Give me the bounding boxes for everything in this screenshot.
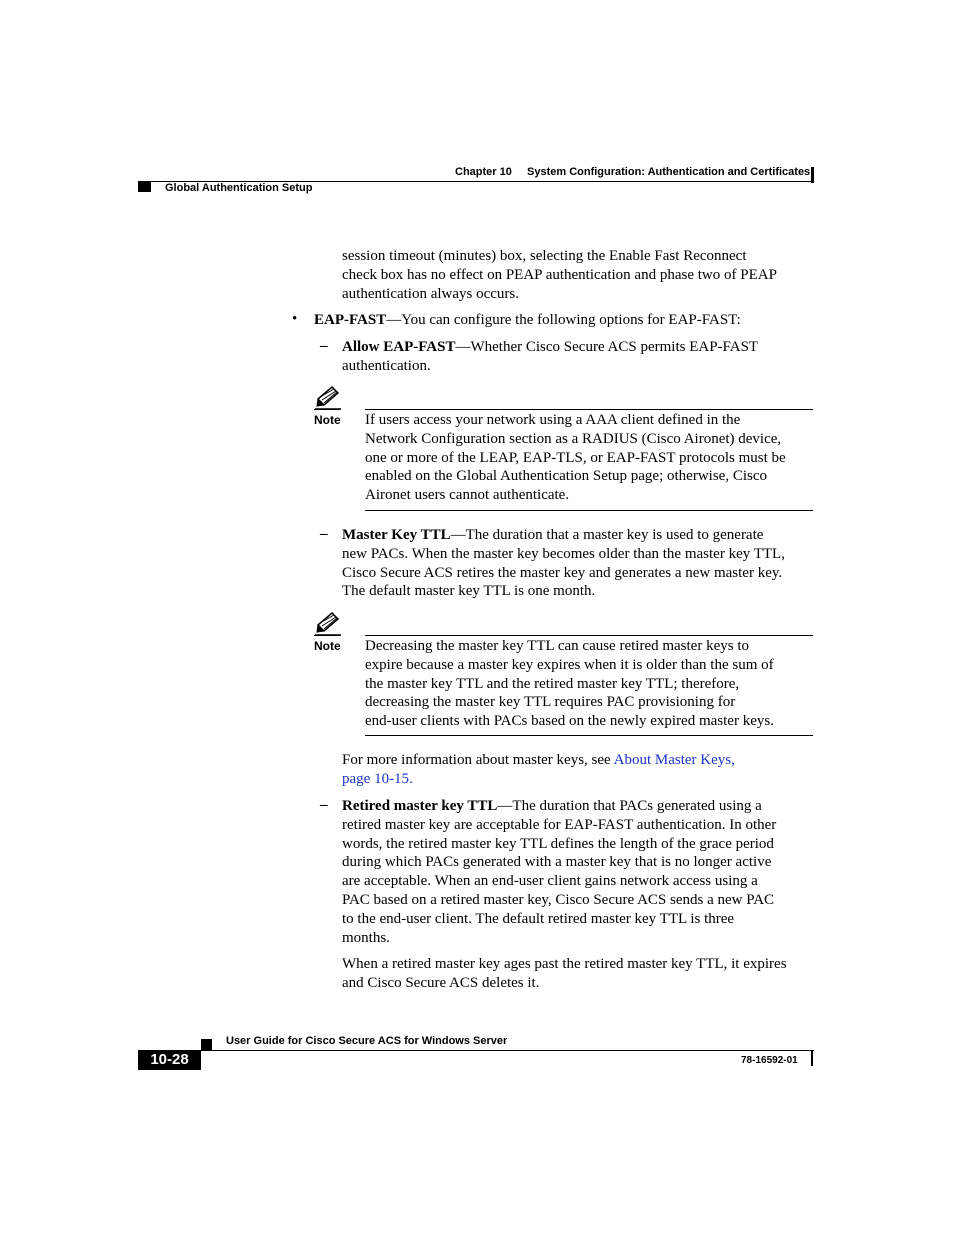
note-label: Note bbox=[314, 639, 341, 653]
retired-key-ttl-line: during which PACs generated with a master key that is no longer active bbox=[342, 854, 772, 871]
note-label: Note bbox=[314, 413, 341, 427]
eapfast-text: —You can configure the following options for EAP-FAST: bbox=[386, 312, 741, 328]
closing-line: When a retired master key ages past the retired master key TTL, it expires bbox=[342, 956, 787, 972]
about-master-keys-link[interactable]: About Master Keys, bbox=[613, 752, 735, 768]
note-line: expire because a master key expires when it is older than the sum of bbox=[365, 656, 774, 673]
note-body bbox=[365, 637, 774, 731]
master-key-ttl-text: —The duration that a master key is used to generate bbox=[450, 527, 764, 543]
bullet-marker: • bbox=[292, 311, 298, 327]
note-line: the master key TTL and the retired master key TTL; therefore, bbox=[365, 675, 740, 692]
dash-marker: – bbox=[320, 526, 328, 542]
note-rule-top bbox=[365, 635, 813, 636]
note-line: one or more of the LEAP, EAP-TLS, or EAP-FAST protocols must be bbox=[365, 449, 786, 466]
note-line: end-user clients with PACs based on the newly expired master keys. bbox=[365, 713, 774, 730]
about-master-keys-page-link[interactable]: page 10-15 bbox=[342, 770, 410, 787]
note-line: Aironet users cannot authenticate. bbox=[365, 487, 570, 504]
allow-eapfast-term: Allow EAP-FAST bbox=[342, 339, 456, 355]
allow-eapfast-line: authentication. bbox=[342, 357, 431, 374]
retired-key-ttl-text: —The duration that PACs generated using a bbox=[497, 798, 762, 814]
pencil-note-icon bbox=[314, 611, 342, 637]
note-line: Decreasing the master key TTL can cause retired master keys to bbox=[365, 638, 750, 654]
dash-marker: – bbox=[320, 338, 328, 354]
retired-key-ttl-line: retired master key are acceptable for EAP-FAST authentication. In other bbox=[342, 816, 777, 833]
note-rule-top bbox=[365, 409, 813, 410]
intro-line: session timeout (minutes) box, selecting the Enable Fast Reconnect bbox=[342, 248, 747, 264]
doc-number: 78-16592-01 bbox=[741, 1055, 798, 1066]
header-chapter: Chapter 10 bbox=[455, 166, 512, 178]
note-rule-bottom bbox=[365, 735, 813, 736]
note-rule-short bbox=[314, 635, 340, 636]
allow-eapfast-item bbox=[342, 338, 758, 376]
master-key-ttl-term: Master Key TTL bbox=[342, 527, 451, 543]
note-rule-short bbox=[314, 409, 340, 410]
intro-paragraph bbox=[342, 247, 777, 303]
note-body bbox=[365, 411, 786, 505]
allow-eapfast-text: —Whether Cisco Secure ACS permits EAP-FAST bbox=[455, 339, 759, 355]
page-number: 10-28 bbox=[150, 1051, 189, 1068]
retired-key-ttl-item bbox=[342, 797, 776, 947]
eapfast-term: EAP-FAST bbox=[314, 312, 387, 328]
eapfast-bullet bbox=[314, 311, 741, 330]
note-line: If users access your network using a AAA client defined in the bbox=[365, 412, 741, 428]
master-key-ttl-item bbox=[342, 526, 785, 601]
retired-key-ttl-line: PAC based on a retired master key, Cisco Secure ACS sends a new PAC bbox=[342, 891, 775, 908]
footer-guide-title: User Guide for Cisco Secure ACS for Windows Server bbox=[226, 1035, 508, 1047]
closing-line: and Cisco Secure ACS deletes it. bbox=[342, 974, 540, 991]
dash-marker: – bbox=[320, 797, 328, 813]
retired-key-ttl-term: Retired master key TTL bbox=[342, 798, 498, 814]
pencil-note-icon bbox=[314, 385, 342, 411]
more-info-text: For more information about master keys, see bbox=[342, 752, 614, 768]
note-line: Network Configuration section as a RADIUS (Cisco Aironet) device, bbox=[365, 430, 782, 447]
note-line: enabled on the Global Authentication Setup page; otherwise, Cisco bbox=[365, 468, 767, 485]
retired-key-ttl-line: months. bbox=[342, 929, 390, 946]
header-chapter-title: System Configuration: Authentication and Certificates bbox=[527, 166, 811, 178]
retired-key-ttl-line: are acceptable. When an end-user client gains network access using a bbox=[342, 873, 758, 890]
closing-paragraph bbox=[342, 955, 787, 993]
master-key-ttl-line: The default master key TTL is one month. bbox=[342, 583, 596, 600]
note-line: decreasing the master key TTL requires PAC provisioning for bbox=[365, 694, 736, 711]
more-info-period: . bbox=[409, 770, 413, 787]
master-key-ttl-line: Cisco Secure ACS retires the master key and generates a new master key. bbox=[342, 564, 783, 581]
footer-rule bbox=[201, 1050, 814, 1051]
header-section-marker bbox=[138, 182, 151, 192]
master-key-ttl-line: new PACs. When the master key becomes older than the master key TTL, bbox=[342, 545, 785, 562]
retired-key-ttl-line: to the end-user client. The default retired master key TTL is three bbox=[342, 910, 735, 927]
intro-line: authentication always occurs. bbox=[342, 285, 520, 302]
retired-key-ttl-line: words, the retired master key TTL defines the length of the grace period bbox=[342, 835, 774, 852]
intro-line: check box has no effect on PEAP authentication and phase two of PEAP bbox=[342, 266, 777, 283]
more-info-paragraph bbox=[342, 751, 735, 789]
header-section-title: Global Authentication Setup bbox=[165, 182, 313, 194]
footer-bar-right bbox=[811, 1051, 813, 1066]
note-rule-bottom bbox=[365, 510, 813, 511]
